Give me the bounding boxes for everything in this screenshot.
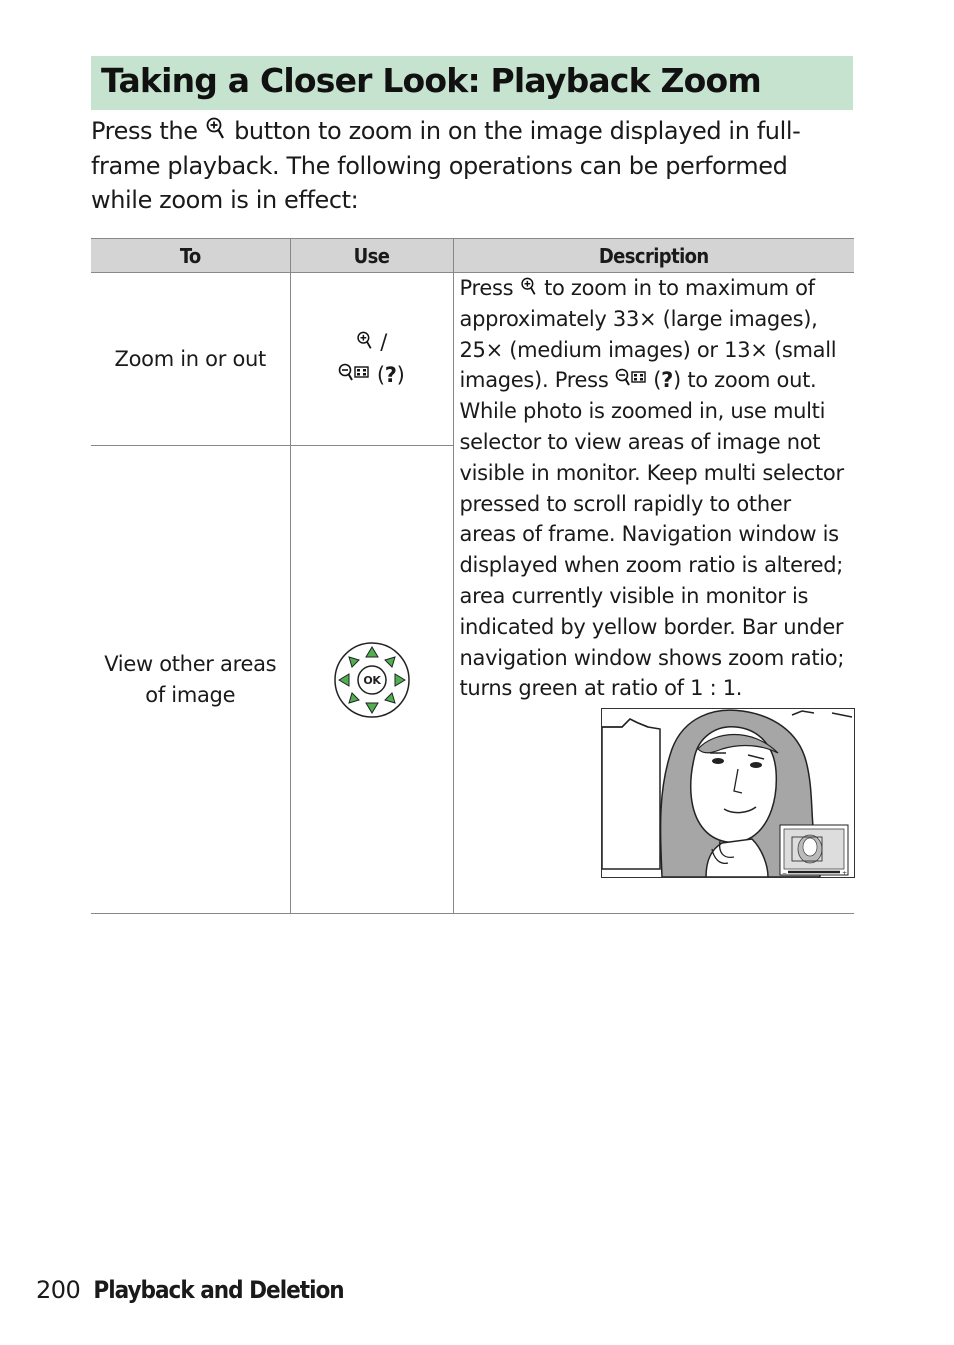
zoomed-portrait-illustration bbox=[601, 708, 855, 878]
desc-part-1: Press bbox=[459, 276, 514, 300]
use-slash: / bbox=[380, 330, 388, 354]
help-key-label: ? bbox=[384, 363, 397, 387]
header-to: To bbox=[91, 239, 290, 273]
cell-to-view-areas bbox=[91, 446, 290, 914]
use-paren-open: ( bbox=[376, 363, 385, 387]
use-line-1 bbox=[291, 326, 453, 359]
page-footer bbox=[36, 1276, 344, 1312]
cell-description bbox=[453, 273, 854, 914]
ok-button-label: OK bbox=[362, 673, 381, 687]
desc-part-3: ( bbox=[653, 368, 662, 393]
to-line-2: of image bbox=[145, 682, 236, 707]
zoom-out-thumbnail-icon bbox=[615, 368, 647, 390]
svg-text:−: − bbox=[782, 870, 787, 878]
page-number: 200 bbox=[36, 1276, 81, 1304]
table-header-row bbox=[91, 239, 854, 273]
intro-paragraph bbox=[91, 114, 836, 218]
table-row bbox=[91, 273, 854, 446]
zoom-in-icon bbox=[356, 330, 374, 352]
desc-part-2: to zoom in to maximum of approximately 33× (large images), 25× (medium images) or 13× (small images). Press bbox=[459, 276, 837, 393]
header-use: Use bbox=[290, 239, 453, 273]
svg-text:+: + bbox=[842, 870, 847, 878]
operations-table bbox=[91, 238, 854, 914]
description-text bbox=[460, 273, 851, 704]
use-line-2 bbox=[291, 359, 453, 392]
desc-part-4: ) to zoom out. While photo is zoomed in, use multi selector to view areas of image not visible in monitor. Keep multi selector pressed to scroll rapidly to other areas of frame. Navigation window is displayed when zoom ratio is altered; area currently visible in monitor is indicated by yellow border. Bar under navigation window shows zoom ratio; turns green at ratio of 1 : 1. bbox=[459, 368, 845, 701]
title-bar bbox=[91, 56, 853, 110]
cell-to-zoom: Zoom in or out bbox=[91, 273, 290, 446]
zoom-out-thumbnail-icon bbox=[338, 363, 370, 385]
zoom-in-icon bbox=[205, 116, 227, 142]
use-paren-close: ) bbox=[396, 363, 405, 387]
monitor-illustration-area bbox=[460, 708, 851, 888]
to-line-1: View other areas bbox=[104, 651, 277, 676]
header-description: Description bbox=[453, 239, 854, 273]
intro-text-after: button to zoom in on the image displayed in full-frame playback. The following operations can be performed while zoom is in effect: bbox=[91, 117, 801, 214]
help-key-label: ? bbox=[661, 368, 674, 393]
intro-text-before: Press the bbox=[91, 117, 198, 145]
zoom-in-icon bbox=[520, 276, 538, 298]
page-title: Taking a Closer Look: Playback Zoom bbox=[101, 61, 761, 100]
multi-selector-icon bbox=[332, 640, 412, 720]
cell-use-zoom bbox=[290, 273, 453, 446]
section-name: Playback and Deletion bbox=[93, 1276, 344, 1304]
cell-use-multi-selector bbox=[290, 446, 453, 914]
